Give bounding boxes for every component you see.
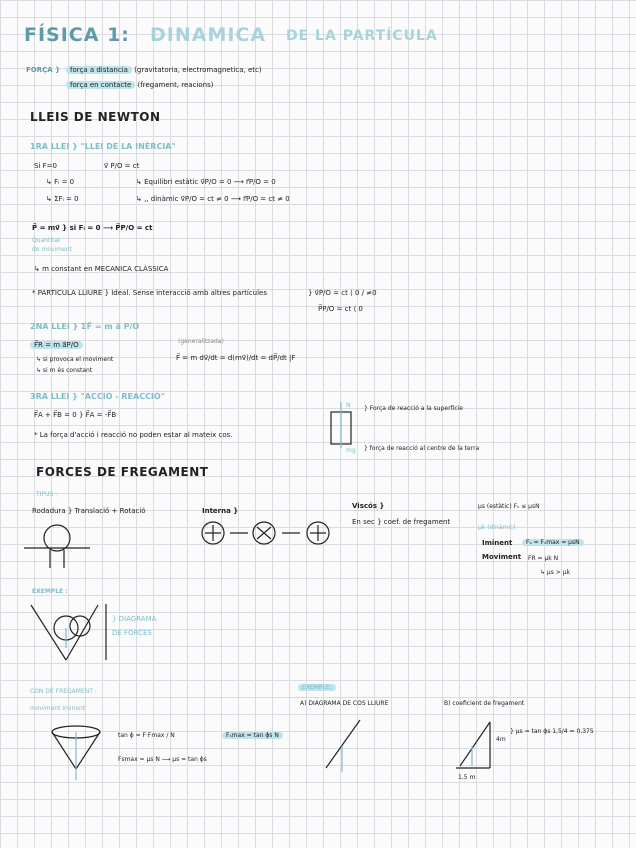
title-dinamica: DINAMICA (150, 24, 267, 46)
frec-tipus: TIPUS : (36, 491, 58, 498)
law1-eq1: ↳ Equilibri estàtic v⃗P/O = 0 ⟶ r⃗P/O = 0 (136, 178, 276, 186)
forca-line2 (66, 81, 213, 89)
frec-iminent: Iminent (482, 539, 513, 547)
law1-lliure: * PARTICULA LLIURE } Ideal. Sense interacció amb altres partícules (32, 289, 268, 297)
forca-label: FORÇA } (26, 66, 61, 74)
law1-si: Si F=0 (34, 162, 57, 170)
title-particula: DE LA PARTÍCULA (286, 28, 438, 44)
law2-n2: ↳ si m és constant (36, 367, 93, 374)
frec-diag: } DIAGRAMA DE FORCES (112, 615, 157, 637)
forca-line1 (66, 66, 262, 74)
internal-drawing (200, 518, 334, 550)
con-movim: moviment iminent (30, 705, 86, 712)
law3-fa: F⃗A + F⃗B = 0 } F⃗A = -F⃗B (34, 411, 117, 419)
frec-visc: Viscós } (352, 502, 385, 510)
forca-contacte: força en contacte (66, 81, 135, 89)
forca-dist-note: (gravitatoria, electromagnetica, etc) (134, 66, 262, 74)
law1-v: v⃗ P/O = ct (104, 162, 140, 170)
ex2-res: } μs = tan ϕs 1,5/4 = 0,375 (510, 728, 594, 735)
frec-mus: μs (estàtic) Fₛ ≤ μsN (478, 503, 540, 510)
law2-geneq: F⃗ = m dv⃗/dt = d(mv⃗)/dt = dP⃗/dt |F (176, 354, 296, 362)
law2-fr: F⃗R = m a⃗P/O (30, 341, 83, 349)
frec-fmax: Fₛ = Fₛmax = μsN (522, 539, 584, 546)
free-body-drawing (322, 716, 366, 776)
law2-gen: (generalitzada) (178, 338, 224, 345)
law1-p: P⃗ = mv⃗ } si Fᵢ = 0 ⟶ P⃗P/O = ct (32, 224, 153, 232)
frec-mug: ↳ μs > μk (540, 569, 571, 576)
law1-v1: } v⃗P/O = ct ⟨ 0 / ≠0 (308, 289, 377, 297)
law1-b1: ↳ Fᵢ = 0 (46, 178, 75, 186)
example-drawing (26, 600, 106, 662)
law1-v2: P⃗P/O = ct ⟨ 0 (318, 305, 363, 313)
cone-drawing (46, 724, 106, 784)
ex2-b: B) coeficient de fregament (444, 700, 525, 707)
forca-contacte-note: (fregament, reacions) (137, 81, 214, 89)
law1-b2: ↳ ΣFᵢ = 0 (46, 195, 79, 203)
ladder-drawing (446, 716, 510, 774)
ex2-label: EXEMPLE: (298, 684, 336, 691)
ex2-one5: 1,5 m (458, 774, 476, 781)
con-tanres: Fₛmax = tan ϕs N (222, 732, 283, 739)
ex2-a: A) DIAGRAMA DE COS LLIURE (300, 700, 389, 707)
frec-moviment: Moviment (482, 553, 522, 561)
con-fsmax: Fsmax = μs N ⟶ μs = tan ϕs (118, 756, 207, 763)
rolling-drawing (24, 520, 94, 570)
frec-rod: Rodadura } Translació + Rotació (32, 507, 146, 515)
frec-muk: μk (dinàmic) (478, 524, 516, 531)
frec-exemple: EXEMPLE : (32, 588, 68, 595)
frec-sec: En sec } coef. de fregament (352, 518, 451, 526)
con-heading: CON DE FREGAMENT : (30, 688, 97, 695)
law1-eq2: ↳ ,, dinàmic v⃗P/O = ct ≠ 0 ⟶ r⃗P/O = ct ≠ 0 (136, 195, 290, 203)
law3-heading: 3RA LLEI } "ACCIÓ - REACCIÓ" (30, 392, 165, 401)
law2-n1: ↳ si provoca el moviment (36, 356, 114, 363)
law2-heading: 2NA LLEI } ΣF⃗ = m a⃗ P/O (30, 322, 140, 331)
law1-mconst: ↳ m constant en MECANICA CLÀSSICA (34, 265, 169, 273)
law3-accio: * La força d'acció i reacció no poden estar al mateix cos. (34, 431, 233, 439)
ex2-four: 4m (496, 736, 506, 743)
title-fisica: FÍSICA 1: (24, 24, 130, 46)
law1-heading: 1RA LLEI } "LLEI DE LA INÈRCIA" (30, 142, 176, 151)
con-tan: tan ϕ = F·Fmax / N (118, 732, 175, 739)
reaction-mg: mg (346, 447, 356, 454)
reaction-diagram (326, 400, 356, 450)
frec-heading: FORCES DE FREGAMENT (36, 465, 209, 479)
reaction-r2: } força de reacció al centre de la terra (364, 445, 480, 452)
law1-quant: Quantitat de moviment (32, 237, 72, 253)
reaction-N: N (346, 402, 351, 409)
reaction-r1: } Força de reacció a la superfície (364, 405, 463, 412)
frec-fk: FR = μk N (528, 555, 559, 562)
newton-heading: LLEIS DE NEWTON (30, 110, 161, 124)
forca-dist: força a distancia (66, 66, 132, 74)
frec-interna: Interna } (202, 507, 239, 515)
